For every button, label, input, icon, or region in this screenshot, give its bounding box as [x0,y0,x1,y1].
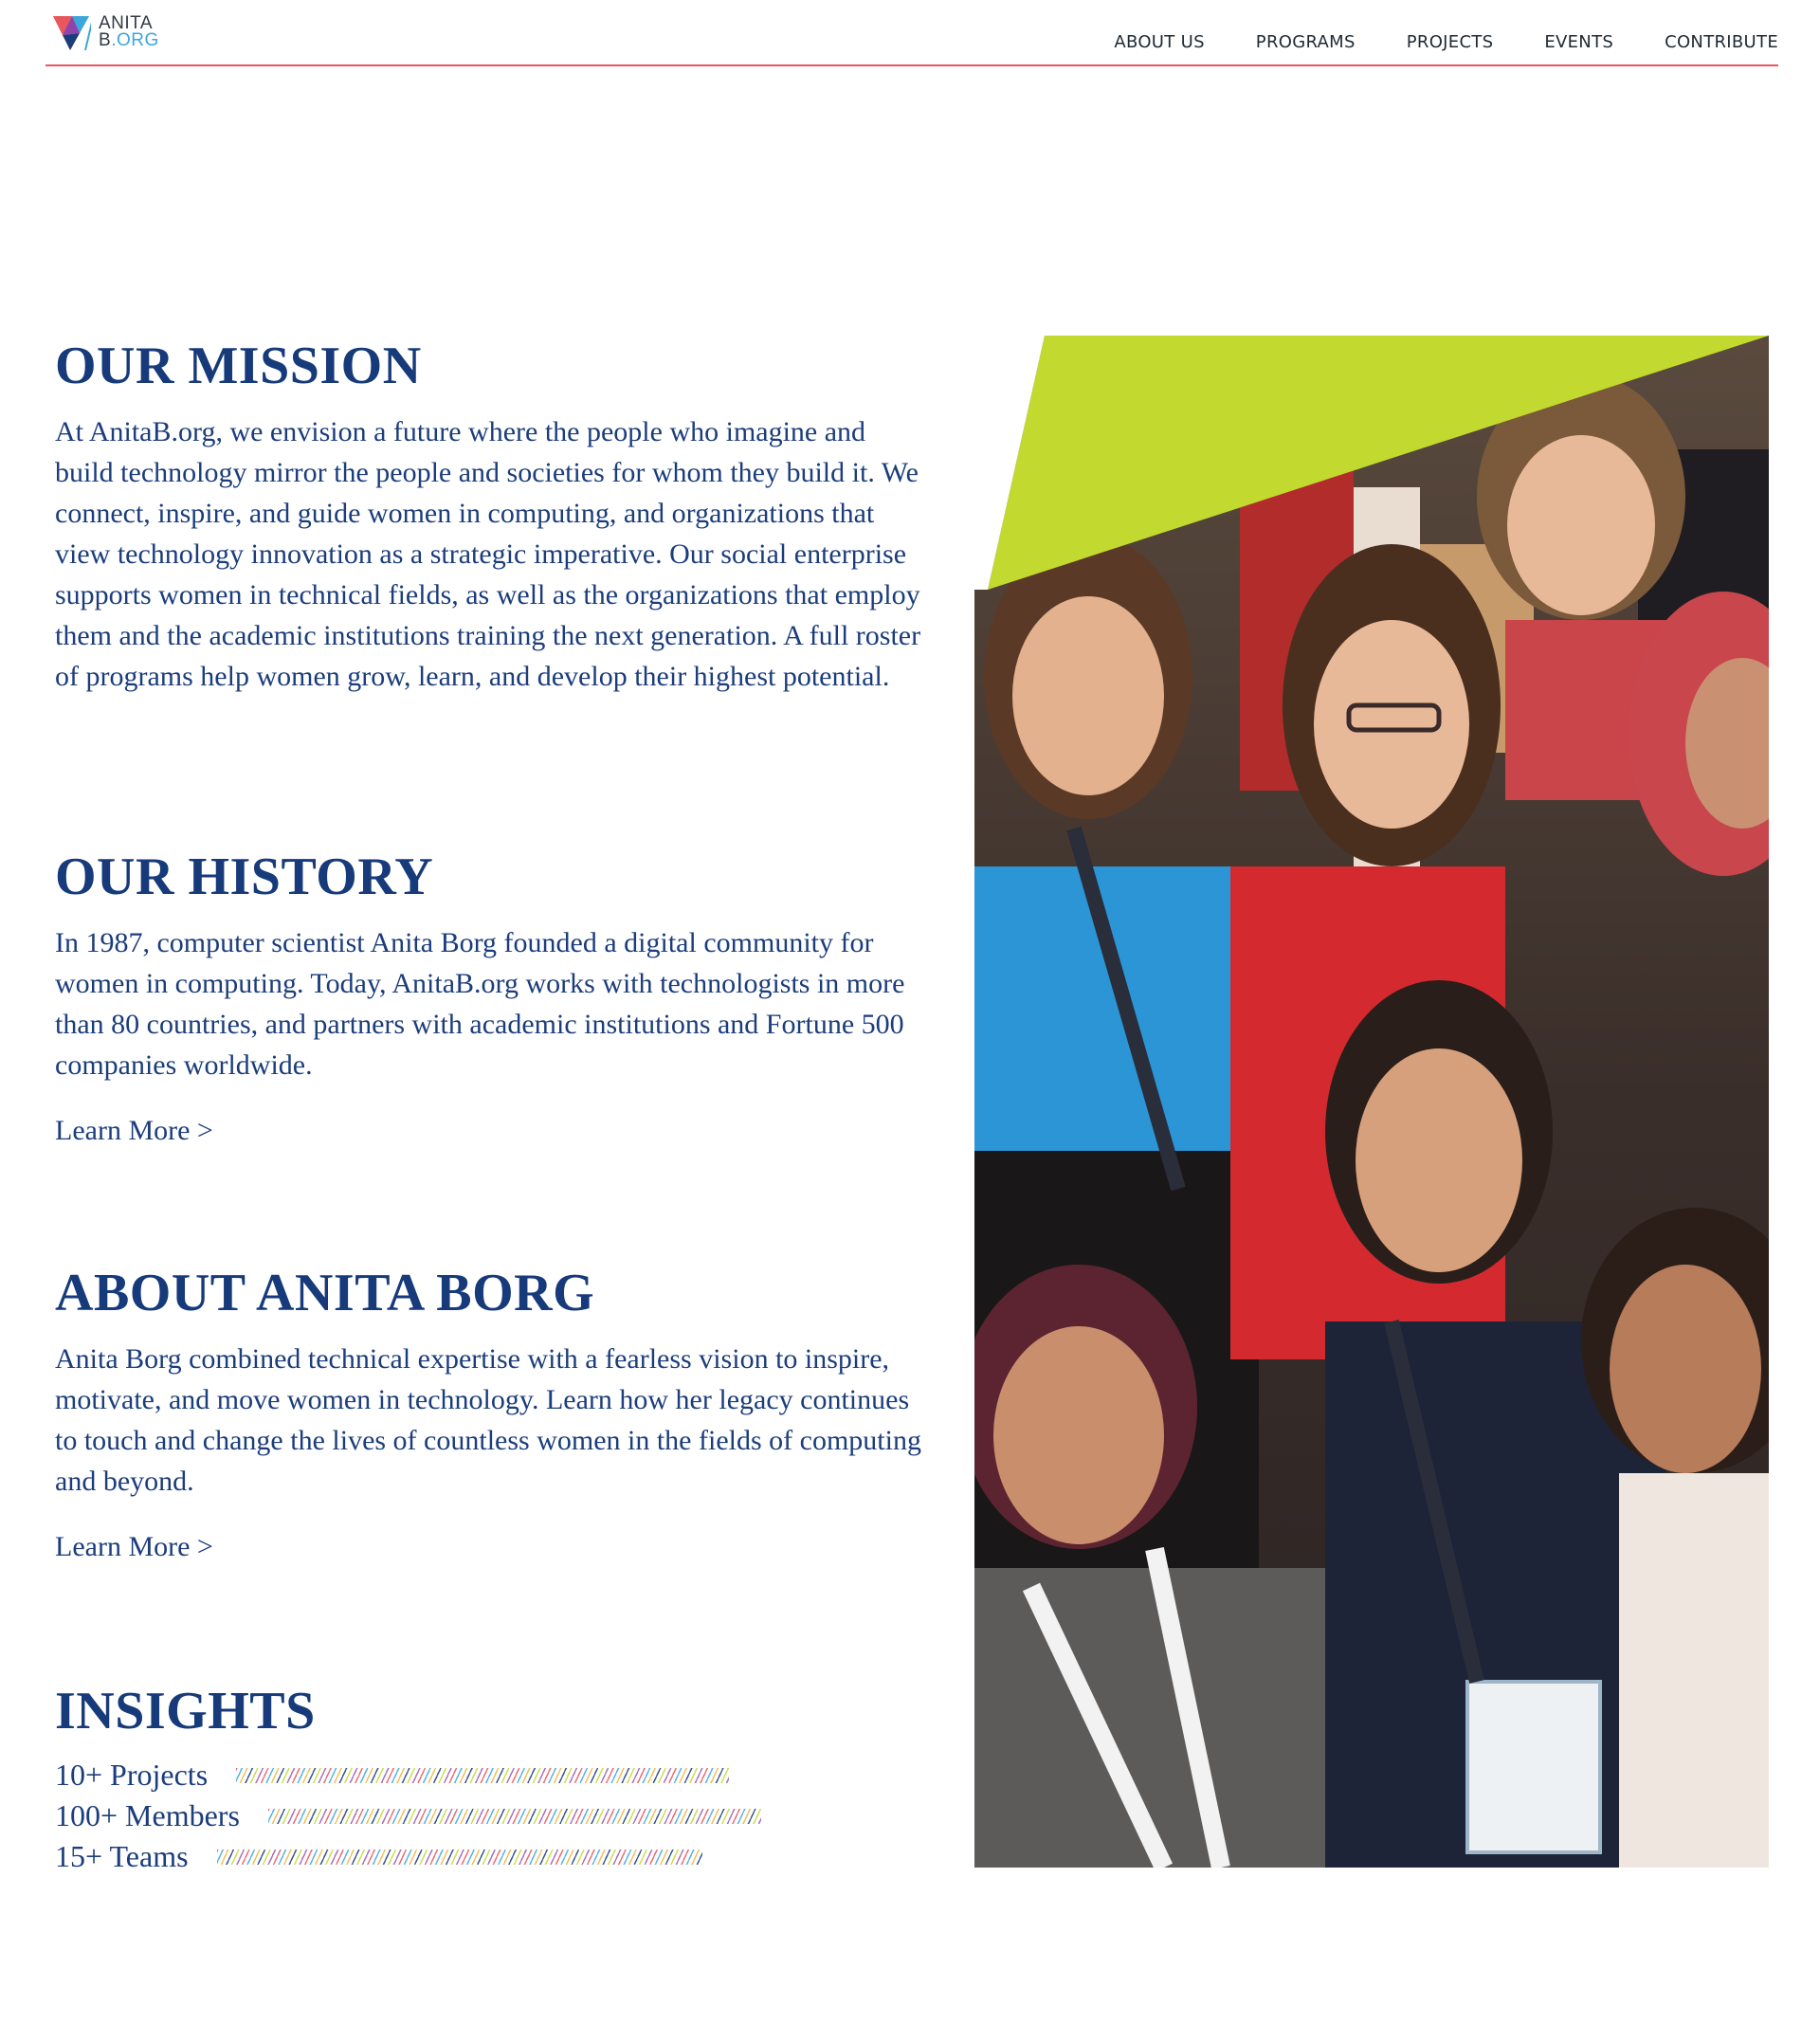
insight-stripe-bar [217,1850,702,1865]
nav-item-events[interactable]: EVENTS [1544,32,1614,52]
logo-text-anita: ANITA [99,13,154,33]
history-body: In 1987, computer scientist Anita Borg founded a digital community for women in computing. Today, AnitaB.org works with technologists in more than 80 countries, and partners with academic institutions and Fortune 500 companies worldwide. [55,927,905,1081]
logo-text-borg [99,32,159,49]
insight-row-projects [55,1755,927,1795]
about-learn-more-link[interactable]: Learn More > [55,1531,213,1562]
mission-section [55,337,927,697]
site-header [46,0,1778,66]
about-title: ABOUT ANITA BORG [55,1264,595,1322]
insights-title: INSIGHTS [55,1682,316,1741]
insight-row-teams [55,1836,927,1877]
nav-item-projects[interactable]: PROJECTS [1406,32,1494,52]
mission-body: At AnitaB.org, we envision a future where the people who imagine and build technology mirror the people and societies for whom they build it. We connect, inspire, and guide women in computing, and organizations that view technology innovation as a strategic imperative. Our social enterprise supports women in technical fields, as well as the organizations that employ them and the academic institutions training the next generation. A full roster of programs help women grow, learn, and develop their highest potential. [55,416,921,692]
insight-stripe-bar [236,1768,729,1783]
mission-title: OUR MISSION [55,337,422,395]
logo-wordmark [99,15,159,49]
insight-stripe-bar [268,1809,761,1824]
insight-row-members [55,1795,927,1836]
group-photo-illustration [974,336,1769,1868]
anitab-logo[interactable] [51,11,159,53]
anitab-triangle-logo-icon [51,12,91,52]
about-body: Anita Borg combined technical expertise with a fearless vision to inspire, motivate, and move women in technology. Learn how her legacy continues to touch and change the lives of countless women in the fields of computing and beyond. [55,1343,921,1497]
history-learn-more-link[interactable]: Learn More > [55,1115,213,1146]
main-nav [1114,32,1778,52]
insight-label: 100+ Members [55,1798,240,1832]
logo-text-org: .ORG [111,30,159,50]
nav-item-programs[interactable]: PROGRAMS [1255,32,1356,52]
logo-text-b: B [99,30,112,50]
insights-section [55,1683,927,1877]
history-title: OUR HISTORY [55,847,434,906]
about-section [55,1265,927,1566]
nav-item-about-us[interactable]: ABOUT US [1114,32,1205,52]
group-photo [974,336,1769,1868]
insight-label: 10+ Projects [55,1758,209,1792]
nav-item-contribute[interactable]: CONTRIBUTE [1665,32,1778,52]
insight-label: 15+ Teams [55,1839,189,1873]
insights-list [55,1755,927,1877]
history-section [55,848,927,1150]
